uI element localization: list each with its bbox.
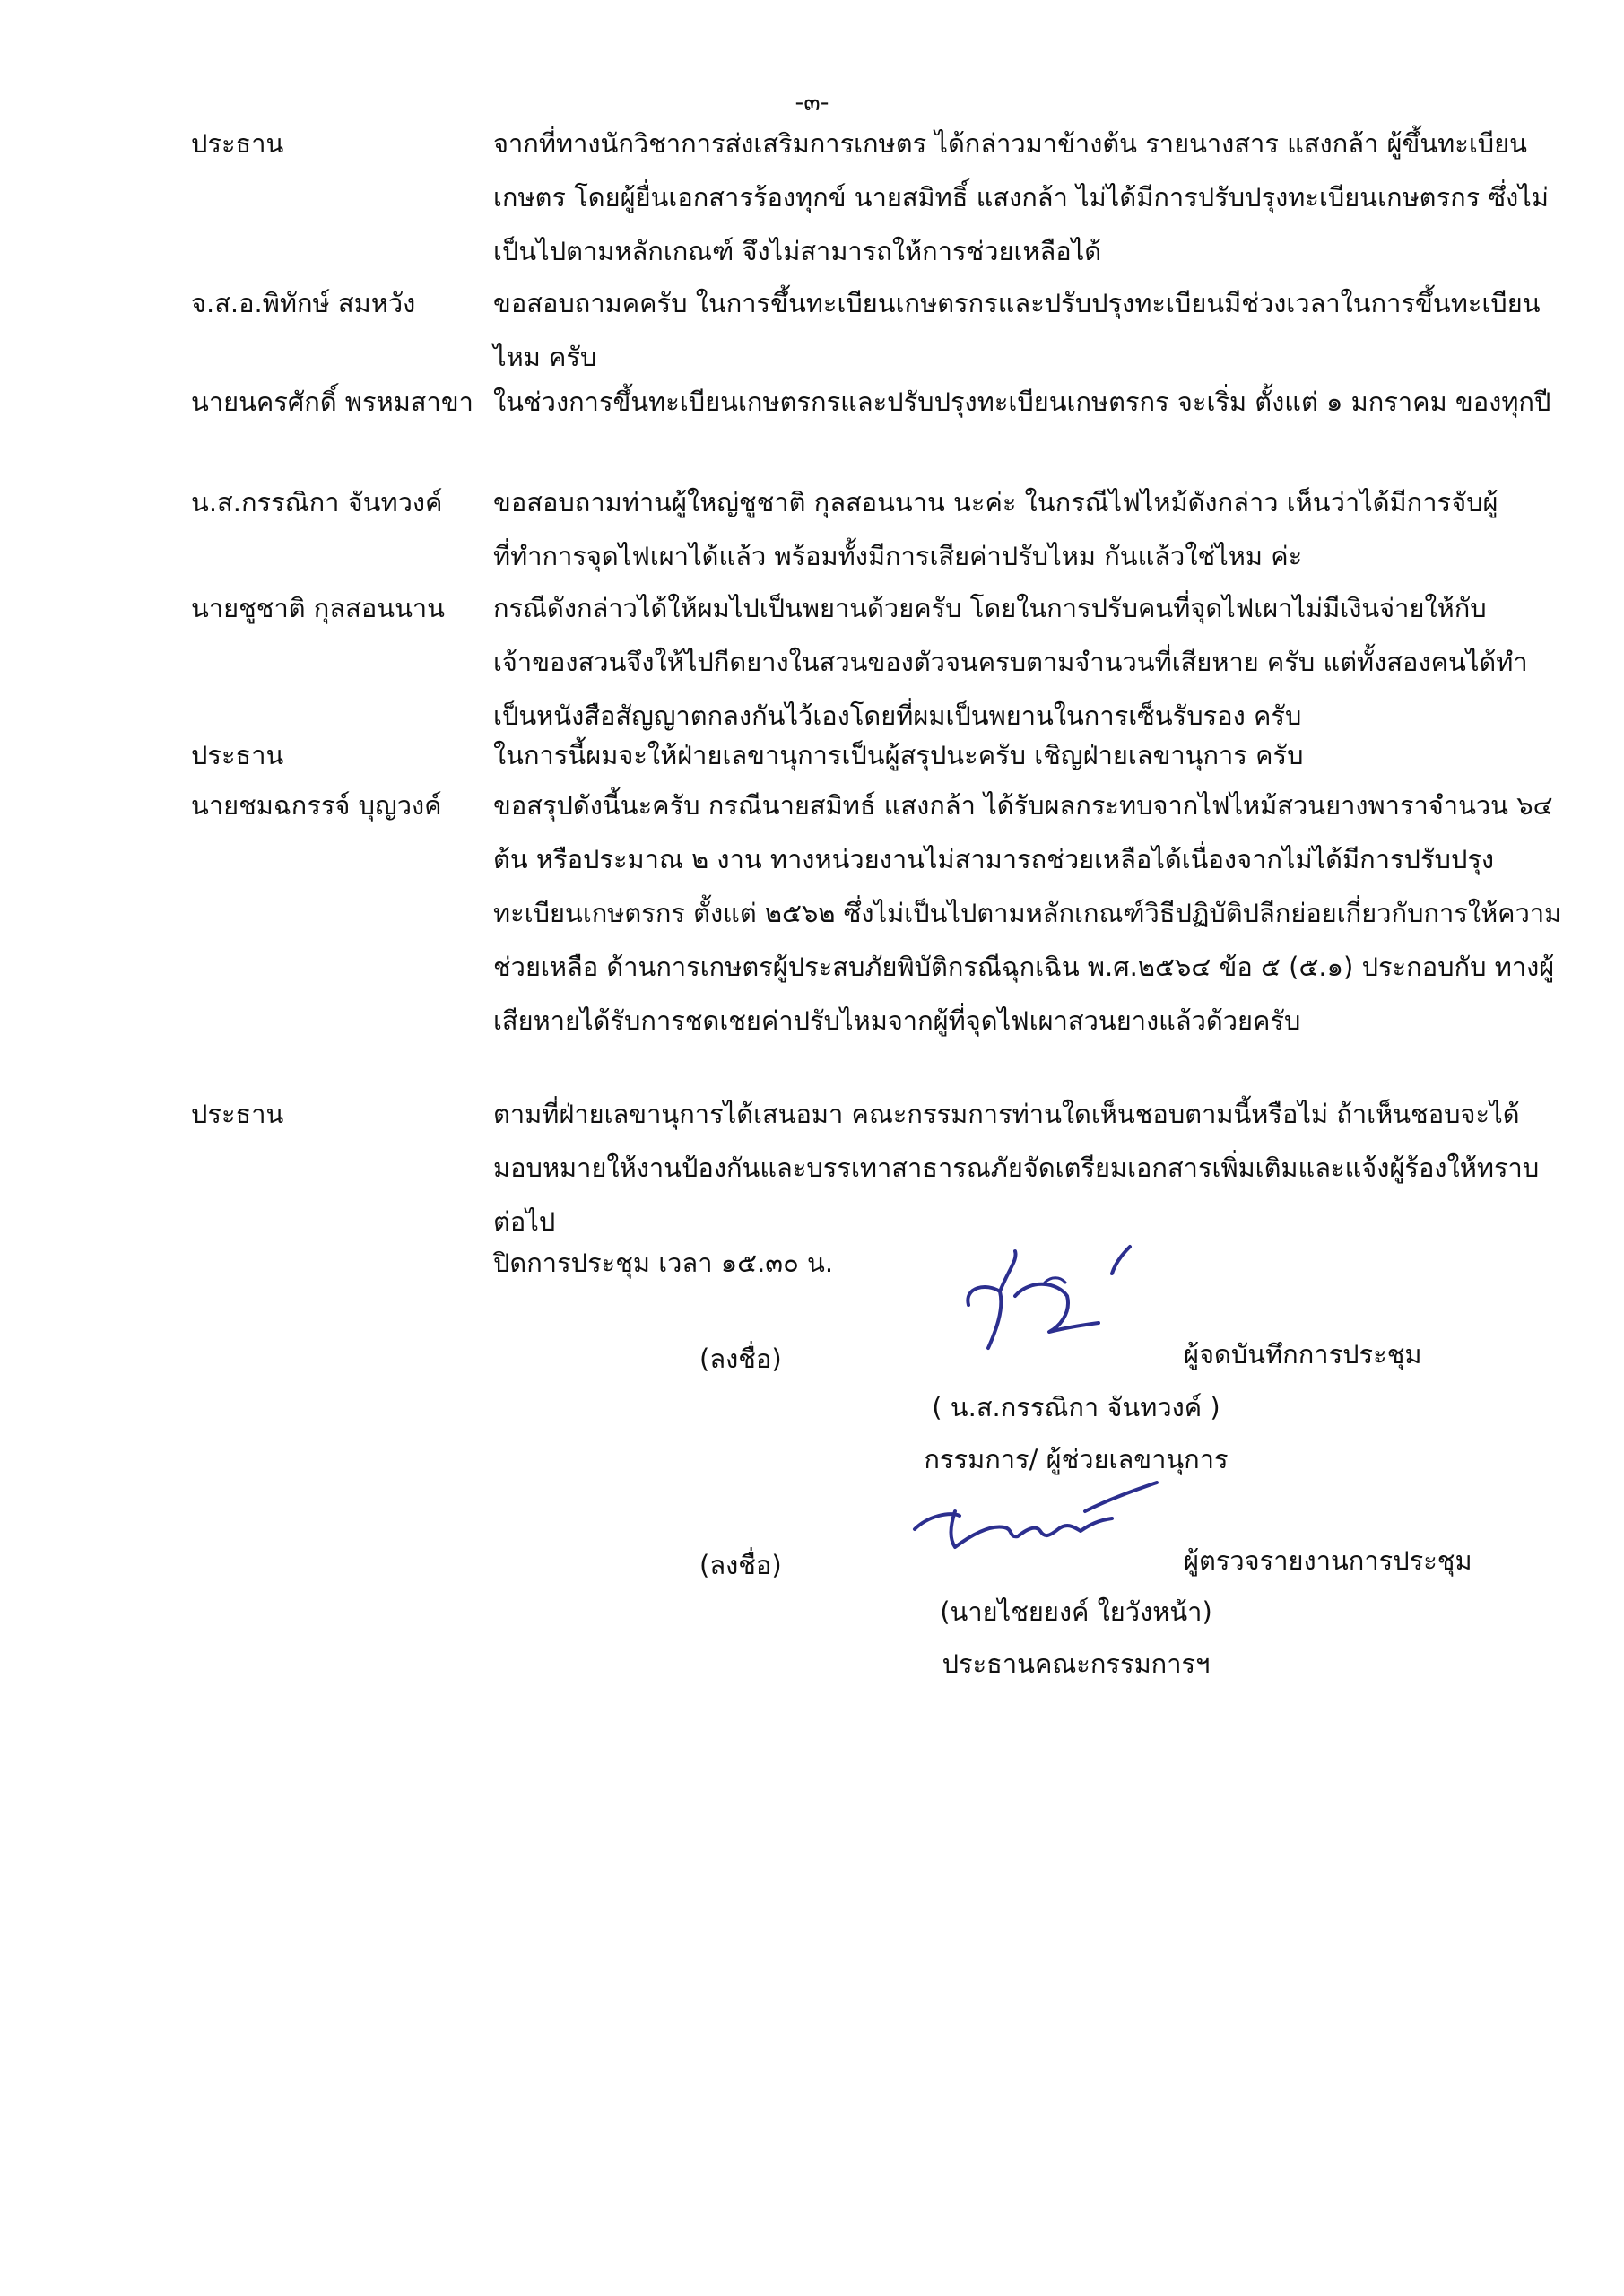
entry-text: ในการนี้ผมจะให้ฝ่ายเลขานุการเป็นผู้สรุปนะครับ เชิญฝ่ายเลขานุการ ครับ bbox=[493, 740, 1304, 770]
signer-name: ( น.ส.กรรณิกา จันทวงค์ ) bbox=[932, 1392, 1220, 1422]
sign-label: (ลงชื่อ) bbox=[699, 1550, 782, 1580]
entry-text: ในช่วงการขึ้นทะเบียนเกษตรกรและปรับปรุงทะเบียนเกษตรกร จะเริ่ม ตั้งแต่ ๑ มกราคม ของทุกปี bbox=[493, 387, 1551, 417]
entry-text: ตามที่ฝ่ายเลขานุการได้เสนอมา คณะกรรมการท่านใดเห็นชอบตามนี้หรือไม่ ถ้าเห็นชอบจะได้มอบหมายให้งานป้องกันและบรรเทาสาธารณภัยจัดเตรียมเอกสารเพิ่มเติมและแจ้งผู้ร้องให้ทราบต่อไป bbox=[493, 1099, 1540, 1237]
signer-name: (นายไชยยงค์ ใยวังหน้า) bbox=[940, 1596, 1212, 1627]
signer-title: ประธานคณะกรรมการฯ bbox=[942, 1648, 1211, 1679]
speaker-name: ประธาน bbox=[191, 128, 284, 159]
minutes-entry bbox=[0, 728, 1624, 782]
speaker-name: น.ส.กรรณิกา จันทวงค์ bbox=[191, 487, 443, 517]
minutes-entry bbox=[0, 117, 1624, 278]
entry-text: ขอสอบถามท่านผู้ใหญ่ชูชาติ กุลสอนนาน นะค่ะ ในกรณีไฟไหม้ดังกล่าว เห็นว่าได้มีการจับผู้ที่ทำการจุดไฟเผาได้แล้ว พร้อมทั้งมีการเสียค่าปรับไหม กันแล้วใช่ไหม ค่ะ bbox=[493, 487, 1498, 571]
handwritten-signature-2 bbox=[906, 1475, 1175, 1556]
speaker-name: จ.ส.อ.พิทักษ์ สมหวัง bbox=[191, 288, 416, 318]
meeting-close-time: ปิดการประชุม เวลา ๑๕.๓๐ น. bbox=[493, 1248, 834, 1278]
sign-role: ผู้ตรวจรายงานการประชุม bbox=[1184, 1545, 1472, 1576]
speaker-name: ประธาน bbox=[191, 740, 284, 770]
speaker-name: ประธาน bbox=[191, 1099, 284, 1129]
minutes-entry bbox=[0, 581, 1624, 743]
page-number: -๓- bbox=[795, 89, 829, 117]
minutes-entry bbox=[0, 276, 1624, 384]
speaker-name: นายนครศักดิ์ พรหมสาขา bbox=[191, 387, 473, 417]
signer-title: กรรมการ/ ผู้ช่วยเลขานุการ bbox=[924, 1444, 1229, 1474]
minutes-entry bbox=[0, 1087, 1624, 1248]
minutes-entry bbox=[0, 475, 1624, 583]
handwritten-signature-1 bbox=[933, 1242, 1148, 1359]
speaker-name: นายชมฉกรรจ์ บุญวงค์ bbox=[191, 790, 442, 821]
speaker-name: นายชูชาติ กุลสอนนาน bbox=[191, 593, 446, 623]
minutes-entry bbox=[0, 778, 1624, 1101]
entry-text: จากที่ทางนักวิชาการส่งเสริมการเกษตร ได้กล่าวมาข้างต้น รายนางสาร แสงกล้า ผู้ขึ้นทะเบียนเกษตร โดยผู้ยื่นเอกสารร้องทุกข์ นายสมิทธิ์ แสงกล้า ไม่ได้มีการปรับปรุงทะเบียนเกษตรกร ซึ่งไม่เป็นไปตามหลักเกณฑ์ จึงไม่สามารถให้การช่วยเหลือได้ bbox=[493, 128, 1549, 266]
sign-role: ผู้จดบันทึกการประชุม bbox=[1184, 1339, 1422, 1370]
entry-text: ขอสอบถามคครับ ในการขึ้นทะเบียนเกษตรกรและปรับปรุงทะเบียนมีช่วงเวลาในการขึ้นทะเบียนไหม ครับ bbox=[493, 288, 1541, 372]
entry-text: ขอสรุปดังนี้นะครับ กรณีนายสมิทธ์ แสงกล้า ได้รับผลกระทบจากไฟไหม้สวนยางพาราจำนวน ๖๔ ต้น หรือประมาณ ๒ งาน ทางหน่วยงานไม่สามารถช่วยเหลือได้เนื่องจากไม่ได้มีการปรับปรุงทะเบียนเกษตรกร ตั้งแต่ ๒๕๖๒ ซึ่งไม่เป็นไปตามหลักเกณฑ์วิธีปฏิบัติปลีกย่อยเกี่ยวกับการให้ความช่วยเหลือ ด้านการเกษตรผู้ประสบภัยพิบัติกรณีฉุกเฉิน พ.ศ.๒๕๖๔ ข้อ ๕ (๕.๑) ประกอบกับ ทางผู้เสียหายได้รับการชดเชยค่าปรับไหมจากผู้ที่จุดไฟเผาสวนยางแล้วด้วยครับ bbox=[493, 790, 1562, 1036]
sign-label: (ลงชื่อ) bbox=[699, 1344, 782, 1374]
entry-text: กรณีดังกล่าวได้ให้ผมไปเป็นพยานด้วยครับ โดยในการปรับคนที่จุดไฟเผาไม่มีเงินจ่ายให้กับเจ้าของสวนจึงให้ไปกีดยางในสวนของตัวจนครบตามจำนวนที่เสียหาย ครับ แต่ทั้งสองคนได้ทำเป็นหนังสือสัญญาตกลงกันไว้เองโดยที่ผมเป็นพยานในการเซ็นรับรอง ครับ bbox=[493, 593, 1528, 731]
minutes-entry bbox=[0, 375, 1624, 483]
